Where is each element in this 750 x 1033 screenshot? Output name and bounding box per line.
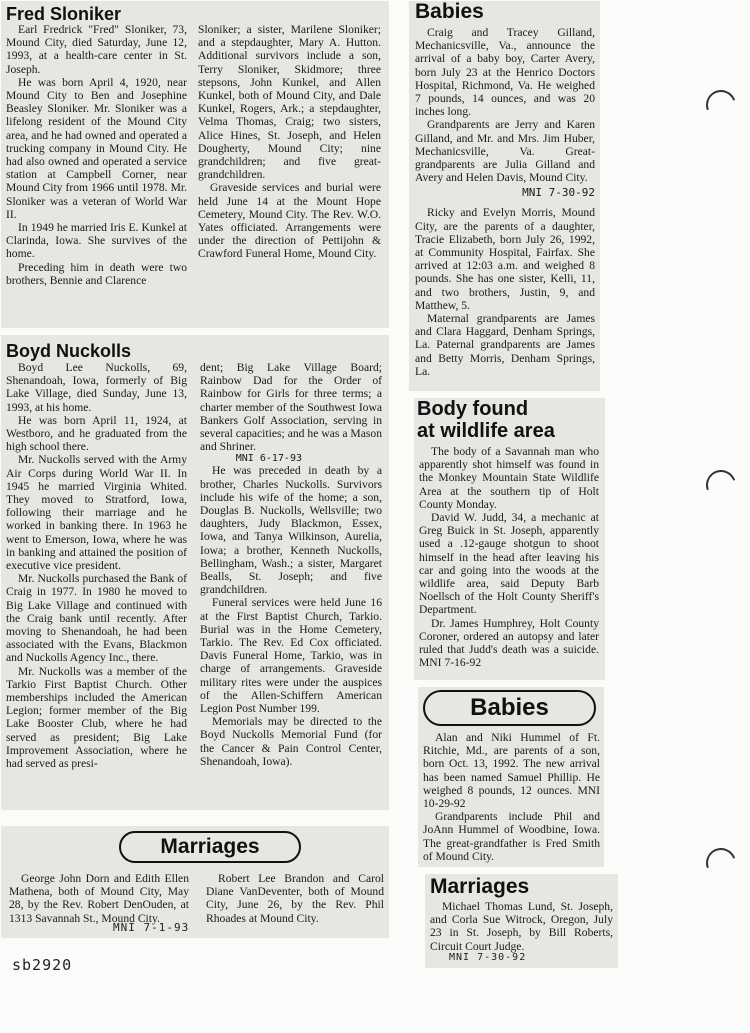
paragraph: Craig and Tracey Gilland, Mechanicsville, Va., announce the arrival of a baby boy, Carter Avery, born July 23 at the Henrico Doctors Hospital, Richmond, Va. He weighed 7 pounds, 14 ounces, and was 20 inches long. [415,26,595,119]
paragraph: dent; Big Lake Village Board; Rainbow Dad for the Order of Rainbow for Girls for three terms; a charter member of the Southwest Iowa Bankers Golf Association, serving in several capacities; and he was a Mason and Shriner. [200,361,382,454]
babies-hummel-clipping [418,687,604,867]
headline-marriages: Marriages [430,875,530,898]
paragraph: Mr. Nuckolls was a member of the Tarkio First Baptist Church. Other memberships included the American Legion; former member of the Big Lake Booster Club, where he had served as president; Big Lake Improvement Association, where he had served as presi- [6,664,187,771]
paragraph: Alan and Niki Hummel of Ft. Ritchie, Md., are parents of a son, born Oct. 13, 1992. The new arrival has been named Samuel Phillip. He weighed 8 pounds, 12 ounces. MNI 10-29-92 [423,731,600,811]
headline-boyd: Boyd Nuckolls [6,341,132,361]
paragraph: Boyd Lee Nuckolls, 69, Shenandoah, Iowa, formerly of Big Lake Village, died Sunday, June 13, 1993, at his home. [6,361,187,414]
paragraph: Michael Thomas Lund, St. Joseph, and Corla Sue Witrock, Oregon, July 23 in St. Joseph, by Bill Roberts, Circuit Court Judge. [430,900,613,953]
paragraph: Maternal grandparents are James and Clara Haggard, Denham Springs, La. Paternal grandparents are James and Betty Morris, Denham Springs, La. [415,312,595,378]
paragraph: He was preceded in death by a brother, Charles Nuckolls. Survivors include his wife of the home; a son, Douglas B. Nuckolls, Wellsville; two daughters, Judy Blackmon, Essex, Iowa, and Tanya Wilkinson, Aurelia, Iowa; a brother, Kenneth Nuckolls, Bellingham, Wash.; a sister, Margaret Bealls, St. Joseph; and five grandchildren. [200,464,382,597]
headline-body-found-line-2: at wildlife area [417,420,555,442]
marriages-right-clipping [425,874,618,968]
fred-column-2 [198,23,381,261]
binder-hole [701,85,741,125]
paragraph: Robert Lee Brandon and Carol Diane VanDeventer, both of Mound City, June 26, by the Rev. Phil Rhoades at Mound City. [206,872,384,925]
headline-fred: Fred Sloniker [6,4,122,24]
paragraph: Funeral services were held June 16 at the First Baptist Church, Tarkio. Burial was in the Home Cemetery, Tarkio. The Rev. Ed Cox officiated. Davis Funeral Home, Tarkio, was in charge of arrangements. Graveside military rites were under the auspices of the Allen-Schiffern American Legion Post Number 199. [200,596,382,716]
handwritten-date: MNI 6-17-93 [235,453,302,465]
obituary-boyd-nuckolls [1,335,389,810]
babies-top-column [415,26,595,378]
body-found-clipping [414,398,605,680]
paragraph: George John Dorn and Edith Ellen Mathena, both of Mound City, May 28, by the Rev. Robert DenOuden, at 1313 Savannah St., Mound City. [9,872,189,925]
handwritten-page-id: sb2920 [12,956,73,974]
marriages-right-column [430,900,613,953]
binder-hole [701,465,741,505]
boyd-column-2 [200,361,382,768]
babies-banner [423,690,596,726]
paragraph: He was born April 11, 1924, at Westboro, and he graduated from the high school there. [6,413,187,454]
paragraph: Ricky and Evelyn Morris, Mound City, are the parents of a daughter, Tracie Elizabeth, born July 26, 1992, at Community Hospital, Fairfax. She arrived at 12:03 a.m. and weighed 8 pounds. She has one sister, Kelli, 11, and two brothers, Justin, 9, and Matthew, 5. [415,206,595,312]
paragraph: Preceding him in death were two brothers, Bennie and Clarence [6,260,187,287]
body-found-column [419,445,599,669]
paragraph: Mr. Nuckolls purchased the Bank of Craig in 1977. In 1980 he moved to Big Lake Village and continued with the Craig bank until recently. After moving to Shenandoah, he had been associated with the Evans, Blackmon and Nuckolls Agency Inc., there. [6,572,187,665]
marriages-left-column-2 [206,872,384,925]
paragraph: David W. Judd, 34, a mechanic at Greg Buick in St. Joseph, apparently used a .12-gauge shotgun to shoot himself in the head after leaving his car and going into the woods at the wildlife area, said Deputy Barb Noellsch of the Holt County Sheriff's Department. [419,511,599,617]
handwritten-date: MNI 7-30-92 [449,952,527,963]
paragraph: Dr. James Humphrey, Holt County Coroner, ordered an autopsy and later ruled that Judd's death was a suicide. MNI 7-16-92 [419,616,599,670]
handwritten-date: MNI 7-30-92 [522,186,595,200]
handwritten-date: MNI 7-1-93 [113,921,190,934]
binder-hole [701,843,741,883]
marriages-left-column-1 [9,872,189,925]
paragraph: Grandparents include Phil and JoAnn Hummel of Woodbine, Iowa. The great-grandfather is Fred Smith of Mound City. [423,810,600,863]
fred-column-1 [6,23,187,287]
headline-body-found: Body found [417,398,529,420]
paragraph: Graveside services and burial were held June 14 at the Mount Hope Cemetery, Mound City. The Rev. W.O. Yates officiated. Arrangements were under the direction of Pettijohn & Crawford Funeral Home, Mound City. [198,181,381,261]
paragraph: The body of a Savannah man who apparently shot himself was found in the Monkey Mountain State Wildlife Area at the southern tip of Holt County Monday. [419,445,599,511]
marriages-banner [119,831,301,863]
boyd-column-1 [6,361,187,770]
paragraph: In 1949 he married Iris E. Kunkel at Clarinda, Iowa. She survives of the home. [6,221,187,261]
babies-top-clipping [409,1,600,391]
babies-hummel-column [423,731,600,863]
paragraph: He was born April 4, 1920, near Mound City to Ben and Josephine Beasley Sloniker. Mr. Sloniker was a lifelong resident of the Mound City area, and he had owned and operated a trucking company in Mound City. He had also owned and operated a service station at Campbell Corner, near Mound City from 1966 until 1978. Mr. Sloniker was a veteran of World War II. [6,75,187,221]
paragraph: Sloniker; a sister, Marilene Sloniker; and a stepdaughter, Mary A. Hutton. Additional survivors include a son, Terry Sloniker, Skidmore; three stepsons, John Kunkel, and Allen Kunkel, both of Mound City, and Dale Kunkel, Rogers, Ark.; a stepdaughter, Velma Thomas, Craig; two sisters, Alice Hines, St. Joseph, and Helen Dougherty, Mound City; nine grandchildren; and five great-grandchildren. [198,23,381,182]
paragraph: Mr. Nuckolls served with the Army Air Corps during World War II. In 1945 he married Virginia Whited. They moved to Stratford, Iowa, following their marriage and he worked in banking there. In 1963 he went to Emerson, Iowa, where he was in banking and attained the position of executive vice president. [6,453,187,573]
marriages-title: Marriages [160,835,260,858]
marriages-left-clipping [1,826,389,938]
paragraph: Memorials may be directed to the Boyd Nuckolls Memorial Fund (for the Cancer & Pain Control Center, Shenandoah, Iowa). [200,715,382,768]
paragraph: Earl Fredrick "Fred" Sloniker, 73, Mound City, died Saturday, June 12, 1993, at a health-care center in St. Joseph. [6,23,187,76]
babies-title: Babies [470,694,549,721]
obituary-fred-sloniker [1,1,389,328]
paragraph: Grandparents are Jerry and Karen Gilland, and Mr. and Mrs. Jim Huber, Mechanicsville, Va. Great-grandparents are Julia Gilland and Avery and Helen Davis, Mound City. [415,118,595,185]
headline-babies: Babies [415,1,484,23]
